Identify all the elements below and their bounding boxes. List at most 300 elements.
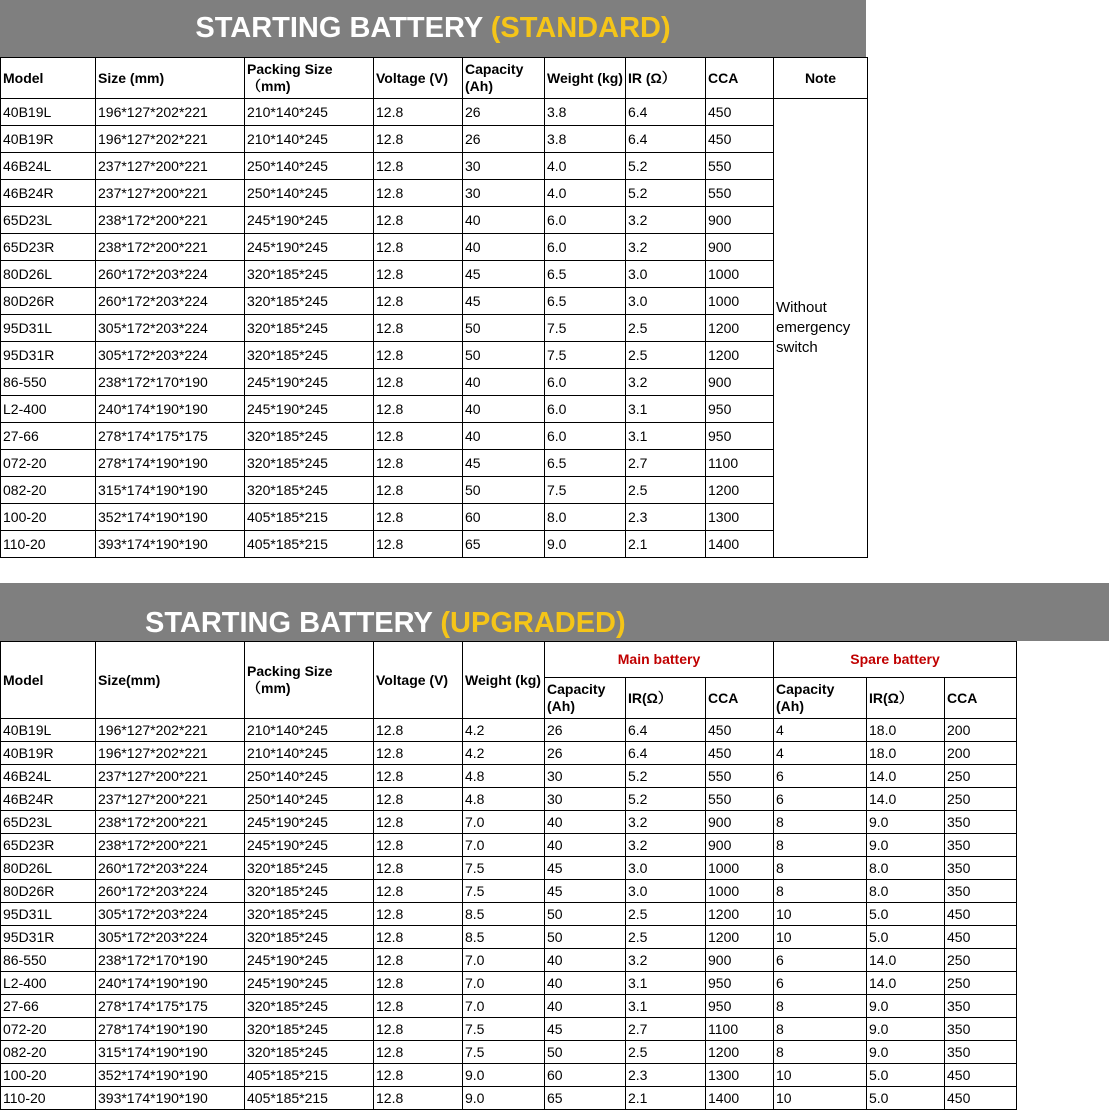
table-cell: 8.0 [545, 504, 626, 531]
header-packing-size: Packing Size （mm) [245, 642, 374, 719]
table-cell: 072-20 [1, 450, 96, 477]
table-cell: 8.0 [867, 857, 945, 880]
table-cell: 6.0 [545, 369, 626, 396]
table-cell: 250 [945, 788, 1017, 811]
table-cell: 86-550 [1, 369, 96, 396]
table-cell: 550 [706, 765, 774, 788]
table-cell: 12.8 [374, 504, 463, 531]
table-cell: 26 [463, 99, 545, 126]
table-row [1, 1018, 1017, 1041]
table-cell: 65D23R [1, 834, 96, 857]
header-model: Model [1, 642, 96, 719]
table-cell: 12.8 [374, 1041, 463, 1064]
table-cell: 3.2 [626, 834, 706, 857]
table-cell: 1000 [706, 857, 774, 880]
table-cell: 8 [774, 1041, 867, 1064]
table-cell: 196*127*202*221 [96, 126, 245, 153]
upgraded-title-tag: (UPGRADED) [440, 607, 626, 639]
header-main-cca: CCA [706, 678, 774, 719]
standard-title-tag: (STANDARD) [490, 12, 671, 44]
table-cell: 100-20 [1, 504, 96, 531]
table-row [1, 450, 868, 477]
table-cell: 320*185*245 [245, 1041, 374, 1064]
table-cell: 450 [945, 1087, 1017, 1110]
table-cell: 1000 [706, 880, 774, 903]
table-cell: 196*127*202*221 [96, 719, 245, 742]
table-cell: 1000 [706, 261, 774, 288]
table-cell: 320*185*245 [245, 342, 374, 369]
table-cell: 278*174*190*190 [96, 450, 245, 477]
table-cell: 8 [774, 880, 867, 903]
table-cell: 237*127*200*221 [96, 153, 245, 180]
table-cell: 12.8 [374, 880, 463, 903]
table-cell: 46B24R [1, 788, 96, 811]
table-row [1, 1041, 1017, 1064]
table-cell: 260*172*203*224 [96, 288, 245, 315]
table-cell: 12.8 [374, 949, 463, 972]
table-cell: 1200 [706, 315, 774, 342]
table-row [1, 396, 868, 423]
table-cell: 4.0 [545, 180, 626, 207]
table-cell: 6.0 [545, 207, 626, 234]
table-cell: 245*190*245 [245, 234, 374, 261]
table-cell: 7.0 [463, 834, 545, 857]
table-cell: 196*127*202*221 [96, 742, 245, 765]
table-cell: 12.8 [374, 903, 463, 926]
table-cell: 2.1 [626, 1087, 706, 1110]
table-row [1, 153, 868, 180]
table-cell: 6.0 [545, 234, 626, 261]
table-cell: 240*174*190*190 [96, 396, 245, 423]
table-cell: 350 [945, 834, 1017, 857]
table-cell: 95D31L [1, 315, 96, 342]
table-cell: 200 [945, 742, 1017, 765]
table-cell: 6.4 [626, 99, 706, 126]
table-cell: 1400 [706, 531, 774, 558]
table-cell: 305*172*203*224 [96, 342, 245, 369]
table-cell: 1200 [706, 477, 774, 504]
table-row [1, 995, 1017, 1018]
table-row [1, 788, 1017, 811]
header-weight: Weight (kg) [545, 58, 626, 99]
table-cell: 9.0 [545, 531, 626, 558]
table-cell: 278*174*175*175 [96, 423, 245, 450]
table-cell: 4.8 [463, 788, 545, 811]
table-row [1, 504, 868, 531]
table-cell: 18.0 [867, 719, 945, 742]
table-cell: 6.0 [545, 423, 626, 450]
table-cell: 7.5 [463, 880, 545, 903]
table-cell: 7.5 [545, 477, 626, 504]
table-row [1, 765, 1017, 788]
table-cell: 18.0 [867, 742, 945, 765]
table-cell: 65 [463, 531, 545, 558]
table-cell: 12.8 [374, 126, 463, 153]
table-cell: 2.5 [626, 342, 706, 369]
table-cell: 40 [463, 234, 545, 261]
table-row [1, 811, 1017, 834]
table-cell: 5.2 [626, 153, 706, 180]
standard-battery-table [0, 57, 868, 558]
table-cell: 305*172*203*224 [96, 315, 245, 342]
table-cell: 1300 [706, 1064, 774, 1087]
table-cell: 12.8 [374, 369, 463, 396]
table-cell: 9.0 [867, 811, 945, 834]
table-cell: 7.5 [545, 315, 626, 342]
table-cell: 7.5 [463, 1018, 545, 1041]
table-cell: 320*185*245 [245, 880, 374, 903]
table-cell: 240*174*190*190 [96, 972, 245, 995]
table-cell: 45 [463, 450, 545, 477]
table-cell: 450 [945, 1064, 1017, 1087]
table-cell: 12.8 [374, 288, 463, 315]
table-cell: 10 [774, 1087, 867, 1110]
table-cell: 40B19L [1, 99, 96, 126]
standard-title: STARTING BATTERY [195, 12, 483, 44]
table-cell: 8 [774, 811, 867, 834]
table-cell: 350 [945, 880, 1017, 903]
table-cell: 405*185*215 [245, 504, 374, 531]
table-cell: 7.0 [463, 995, 545, 1018]
table-cell: 65 [545, 1087, 626, 1110]
table-cell: 40B19L [1, 719, 96, 742]
table-cell: 320*185*245 [245, 857, 374, 880]
table-cell: 8 [774, 995, 867, 1018]
table-cell: 1200 [706, 926, 774, 949]
table-cell: 80D26R [1, 880, 96, 903]
table-cell: L2-400 [1, 972, 96, 995]
table-cell: 7.0 [463, 972, 545, 995]
table-cell: 6.5 [545, 261, 626, 288]
table-cell: 40 [545, 995, 626, 1018]
table-cell: 12.8 [374, 857, 463, 880]
table-cell: 12.8 [374, 811, 463, 834]
table-row [1, 1064, 1017, 1087]
table-cell: 320*185*245 [245, 288, 374, 315]
table-cell: 450 [706, 126, 774, 153]
table-cell: 80D26L [1, 261, 96, 288]
table-cell: 95D31L [1, 903, 96, 926]
table-cell: 46B24R [1, 180, 96, 207]
table-cell: 2.5 [626, 477, 706, 504]
table-cell: 278*174*190*190 [96, 1018, 245, 1041]
table-cell: 30 [463, 180, 545, 207]
table-cell: 40 [463, 207, 545, 234]
table-row [1, 423, 868, 450]
table-cell: 6.4 [626, 742, 706, 765]
table-row [1, 857, 1017, 880]
table-cell: 9.0 [867, 1041, 945, 1064]
table-cell: 2.3 [626, 504, 706, 531]
table-cell: 12.8 [374, 180, 463, 207]
table-cell: 260*172*203*224 [96, 857, 245, 880]
table-cell: 40 [545, 972, 626, 995]
table-cell: 305*172*203*224 [96, 926, 245, 949]
table-cell: 3.0 [626, 261, 706, 288]
header-main-battery: Main battery [545, 642, 774, 678]
table-cell: 45 [463, 288, 545, 315]
table-row [1, 288, 868, 315]
table-row [1, 926, 1017, 949]
table-cell: 14.0 [867, 765, 945, 788]
table-cell: 12.8 [374, 315, 463, 342]
table-cell: 30 [463, 153, 545, 180]
table-cell: 110-20 [1, 531, 96, 558]
table-cell: 405*185*215 [245, 531, 374, 558]
table-cell: 1300 [706, 504, 774, 531]
table-row [1, 719, 1017, 742]
table-cell: 40 [463, 396, 545, 423]
table-cell: 550 [706, 153, 774, 180]
table-cell: 082-20 [1, 1041, 96, 1064]
table-cell: 305*172*203*224 [96, 903, 245, 926]
table-cell: 12.8 [374, 423, 463, 450]
table-cell: 12.8 [374, 834, 463, 857]
table-cell: 1200 [706, 1041, 774, 1064]
table-cell: 320*185*245 [245, 995, 374, 1018]
table-cell: 9.0 [867, 834, 945, 857]
table-cell: 50 [463, 477, 545, 504]
table-cell: 12.8 [374, 926, 463, 949]
table-cell: 238*172*170*190 [96, 949, 245, 972]
table-cell: 40 [545, 949, 626, 972]
table-cell: 2.5 [626, 315, 706, 342]
table-cell: 10 [774, 1064, 867, 1087]
table-cell: 7.5 [545, 342, 626, 369]
table-cell: 12.8 [374, 765, 463, 788]
table-cell: 900 [706, 369, 774, 396]
table-cell: 4.2 [463, 719, 545, 742]
table-row [1, 531, 868, 558]
table-cell: 196*127*202*221 [96, 99, 245, 126]
table-cell: 900 [706, 811, 774, 834]
table-cell: 14.0 [867, 972, 945, 995]
table-cell: 900 [706, 949, 774, 972]
table-cell: 250 [945, 972, 1017, 995]
table-cell: 12.8 [374, 1087, 463, 1110]
table-cell: 3.1 [626, 972, 706, 995]
table-cell: 3.1 [626, 995, 706, 1018]
table-cell: 3.2 [626, 811, 706, 834]
table-cell: 6.5 [545, 450, 626, 477]
table-row [1, 903, 1017, 926]
table-cell: 27-66 [1, 423, 96, 450]
table-cell: 1100 [706, 450, 774, 477]
header-model: Model [1, 58, 96, 99]
table-cell: 2.3 [626, 1064, 706, 1087]
table-row [1, 949, 1017, 972]
table-cell: 6.4 [626, 719, 706, 742]
table-cell: 12.8 [374, 477, 463, 504]
table-cell: 350 [945, 1018, 1017, 1041]
table-cell: 320*185*245 [245, 926, 374, 949]
header-voltage: Voltage (V) [374, 58, 463, 99]
table-cell: 250*140*245 [245, 788, 374, 811]
table-cell: 95D31R [1, 926, 96, 949]
table-cell: 250 [945, 765, 1017, 788]
table-row [1, 342, 868, 369]
table-cell: 9.0 [867, 995, 945, 1018]
table-cell: 9.0 [463, 1087, 545, 1110]
table-row [1, 477, 868, 504]
table-cell: 1100 [706, 1018, 774, 1041]
table-cell: 245*190*245 [245, 369, 374, 396]
table-cell: 250*140*245 [245, 180, 374, 207]
table-cell: 245*190*245 [245, 949, 374, 972]
table-row [1, 261, 868, 288]
table-cell: 5.0 [867, 903, 945, 926]
table-cell: 8 [774, 1018, 867, 1041]
table-cell: 40 [545, 811, 626, 834]
table-cell: 3.2 [626, 234, 706, 261]
table-row [1, 207, 868, 234]
table-cell: 320*185*245 [245, 261, 374, 288]
table-cell: 1400 [706, 1087, 774, 1110]
table-row [1, 834, 1017, 857]
table-row [1, 126, 868, 153]
table-cell: 12.8 [374, 788, 463, 811]
header-spare-battery: Spare battery [774, 642, 1017, 678]
table-cell: 10 [774, 926, 867, 949]
table-cell: 1200 [706, 903, 774, 926]
table-cell: 250*140*245 [245, 765, 374, 788]
table-cell: 45 [545, 857, 626, 880]
table-cell: 238*172*200*221 [96, 834, 245, 857]
table-cell: 250 [945, 949, 1017, 972]
table-cell: 65D23L [1, 811, 96, 834]
table-cell: 12.8 [374, 1064, 463, 1087]
table-cell: 320*185*245 [245, 423, 374, 450]
table-cell: 12.8 [374, 719, 463, 742]
table-cell: 2.5 [626, 903, 706, 926]
table-cell: 393*174*190*190 [96, 1087, 245, 1110]
table-cell: 5.0 [867, 1064, 945, 1087]
table-row [1, 1087, 1017, 1110]
table-cell: 320*185*245 [245, 450, 374, 477]
table-cell: 450 [706, 742, 774, 765]
table-cell: 450 [706, 719, 774, 742]
table-cell: 4.8 [463, 765, 545, 788]
header-capacity: Capacity (Ah) [463, 58, 545, 99]
table-row [1, 880, 1017, 903]
table-cell: 237*127*200*221 [96, 180, 245, 207]
table-cell: 210*140*245 [245, 126, 374, 153]
table-cell: 072-20 [1, 1018, 96, 1041]
table-cell: 8.0 [867, 880, 945, 903]
table-cell: 8.5 [463, 903, 545, 926]
table-cell: 3.1 [626, 423, 706, 450]
upgraded-title: STARTING BATTERY [145, 607, 433, 639]
table-cell: 315*174*190*190 [96, 477, 245, 504]
table-cell: 450 [945, 903, 1017, 926]
table-cell: 50 [463, 315, 545, 342]
table-cell: 46B24L [1, 765, 96, 788]
table-cell: 450 [706, 99, 774, 126]
table-cell: 950 [706, 995, 774, 1018]
header-size: Size(mm) [96, 642, 245, 719]
table-cell: 5.2 [626, 788, 706, 811]
table-cell: 12.8 [374, 995, 463, 1018]
table-cell: 260*172*203*224 [96, 261, 245, 288]
table-cell: 405*185*215 [245, 1064, 374, 1087]
table-cell: 2.1 [626, 531, 706, 558]
table-cell: 950 [706, 423, 774, 450]
table-row [1, 369, 868, 396]
table-cell: 550 [706, 180, 774, 207]
table-cell: L2-400 [1, 396, 96, 423]
table-cell: 082-20 [1, 477, 96, 504]
table-cell: 238*172*170*190 [96, 369, 245, 396]
table-cell: 80D26R [1, 288, 96, 315]
table-cell: 405*185*215 [245, 1087, 374, 1110]
table-cell: 350 [945, 811, 1017, 834]
table-cell: 7.0 [463, 949, 545, 972]
table-cell: 50 [545, 903, 626, 926]
table-cell: 45 [545, 1018, 626, 1041]
table-cell: 86-550 [1, 949, 96, 972]
table-cell: 3.8 [545, 126, 626, 153]
table-cell: 5.0 [867, 926, 945, 949]
header-ir: IR (Ω） [626, 58, 706, 99]
table-cell: 320*185*245 [245, 315, 374, 342]
table-cell: 245*190*245 [245, 811, 374, 834]
table-cell: 900 [706, 834, 774, 857]
table-cell: 100-20 [1, 1064, 96, 1087]
table-cell: 9.0 [463, 1064, 545, 1087]
table-row [1, 99, 868, 126]
header-weight: Weight (kg) [463, 642, 545, 719]
table-cell: 40 [545, 834, 626, 857]
table-cell: 8 [774, 834, 867, 857]
table-cell: 3.0 [626, 880, 706, 903]
header-main-ir: IR(Ω） [626, 678, 706, 719]
table-cell: 2.7 [626, 1018, 706, 1041]
upgraded-title-band [0, 583, 1109, 641]
table-cell: 10 [774, 903, 867, 926]
table-cell: 210*140*245 [245, 742, 374, 765]
header-cca: CCA [706, 58, 774, 99]
table-cell: 6.0 [545, 396, 626, 423]
table-cell: 950 [706, 972, 774, 995]
table-cell: 12.8 [374, 742, 463, 765]
header-spare-ir: IR(Ω） [867, 678, 945, 719]
table-cell: 238*172*200*221 [96, 234, 245, 261]
table-cell: 3.2 [626, 369, 706, 396]
table-cell: 7.5 [463, 1041, 545, 1064]
table-cell: 26 [545, 742, 626, 765]
table-cell: 12.8 [374, 207, 463, 234]
table-cell: 6 [774, 972, 867, 995]
table-cell: 245*190*245 [245, 834, 374, 857]
table-cell: 350 [945, 857, 1017, 880]
table-cell: 14.0 [867, 788, 945, 811]
table-cell: 65D23L [1, 207, 96, 234]
table-cell: 14.0 [867, 949, 945, 972]
table-cell: 3.1 [626, 396, 706, 423]
header-note: Note [774, 58, 868, 99]
table-cell: 210*140*245 [245, 719, 374, 742]
header-spare-cca: CCA [945, 678, 1017, 719]
table-cell: 315*174*190*190 [96, 1041, 245, 1064]
table-cell: 12.8 [374, 153, 463, 180]
table-cell: 7.5 [463, 857, 545, 880]
header-voltage: Voltage (V) [374, 642, 463, 719]
table-cell: 245*190*245 [245, 972, 374, 995]
table-row [1, 234, 868, 261]
header-main-capacity: Capacity (Ah) [545, 678, 626, 719]
table-cell: 50 [463, 342, 545, 369]
note-cell: Without emergency switch [774, 99, 868, 558]
